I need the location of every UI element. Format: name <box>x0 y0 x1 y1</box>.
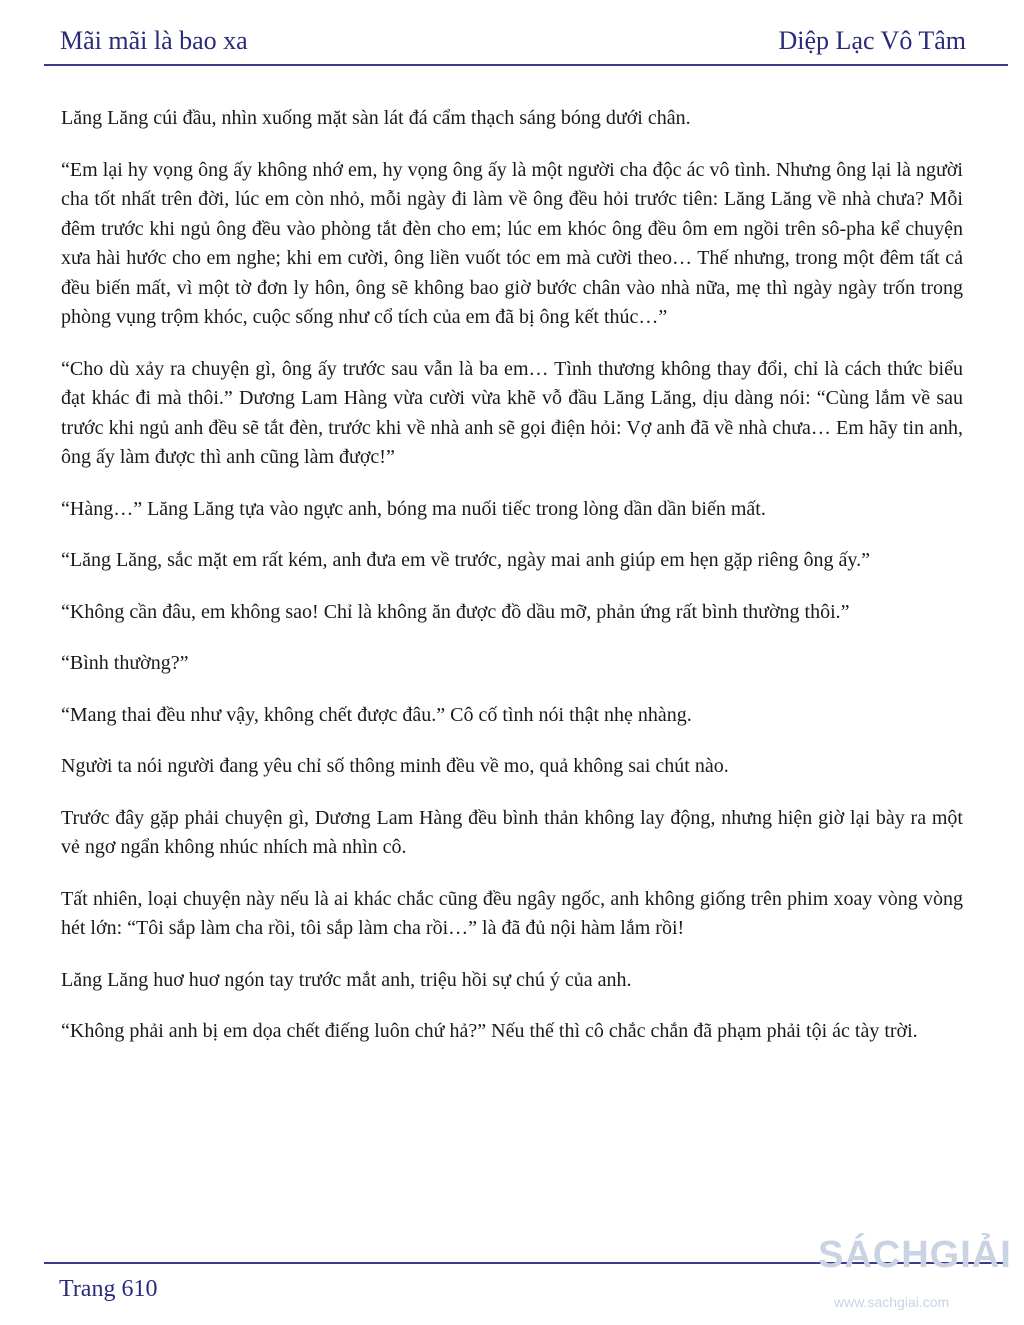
watermark <box>818 1232 1018 1322</box>
author-name: Diệp Lạc Vô Tâm <box>778 26 966 55</box>
paragraph: “Không phải anh bị em dọa chết điếng luôn chứ hả?” Nếu thế thì cô chắc chắn đã phạm phải tội ác tày trời. <box>61 1020 918 1042</box>
paragraph: Trước đây gặp phải chuyện gì, Dương Lam Hàng đều bình thản không lay động, nhưng hiện giờ lại bày ra một vẻ ngơ ngẩn không nhúc nhích mà nhìn cô. <box>61 806 963 858</box>
paragraph: “Lăng Lăng, sắc mặt em rất kém, anh đưa em về trước, ngày mai anh giúp em hẹn gặp riêng ông ấy.” <box>61 549 871 571</box>
page-number: Trang 610 <box>59 1276 158 1302</box>
paragraph: “Cho dù xảy ra chuyện gì, ông ấy trước sau vẫn là ba em… Tình thương không thay đổi, chỉ là cách thức biểu đạt khác đi mà thôi.” Dương Lam Hàng vừa cười vừa khẽ vỗ đầu Lăng Lăng, dịu dàng nói: “Cùng lắm về sau trước khi ngủ anh đều sẽ tắt đèn, trước khi về nhà anh sẽ gọi điện hỏi: Vợ anh đã về nhà chưa… Em hãy tin anh, ông ấy làm được thì anh cũng làm được!” <box>61 357 963 468</box>
paragraph: Người ta nói người đang yêu chỉ số thông minh đều về mo, quả không sai chút nào. <box>61 755 729 777</box>
header-divider <box>44 64 1008 66</box>
paragraph: “Không cần đâu, em không sao! Chỉ là không ăn được đồ dầu mỡ, phản ứng rất bình thường thôi.” <box>61 600 850 623</box>
paragraph: “Em lại hy vọng ông ấy không nhớ em, hy vọng ông ấy là một người cha độc ác vô tình. Nhưng ông lại là người cha tốt nhất trên đời, lúc em còn nhỏ, mỗi ngày đi làm về ông đều hỏi trước tiên: Lăng Lăng về nhà chưa? Mỗi đêm trước khi ngủ ông đều vào phòng tắt đèn cho em; lúc em khóc ông đều ôm em ngồi trên sô-pha kể chuyện xưa hài hước cho em nghe; khi em cười, ông liền vuốt tóc em mà cười theo… Thế nhưng, trong một đêm tất cả đều biến mất, vì một tờ đơn ly hôn, ông sẽ không bao giờ bước chân vào nhà nữa, mẹ thì ngày ngày trốn trong phòng vụng trộm khóc, cuộc sống như cổ tích của em đã bị ông kết thúc…” <box>61 158 963 328</box>
book-title: Mãi mãi là bao xa <box>60 26 248 55</box>
paragraph: Tất nhiên, loại chuyện này nếu là ai khác chắc cũng đều ngây ngốc, anh không giống trên phim xoay vòng vòng hét lớn: “Tôi sắp làm cha rồi, tôi sắp làm cha rồi…” là đã đủ nội hàm lắm rồi! <box>61 887 963 939</box>
watermark-logo: SÁCHGIẢI <box>818 1234 1012 1276</box>
paragraph: “Mang thai đều như vậy, không chết được đâu.” Cô cố tình nói thật nhẹ nhàng. <box>61 703 692 726</box>
paragraph: “Bình thường?” <box>61 652 189 674</box>
paragraph: Lăng Lăng cúi đầu, nhìn xuống mặt sàn lát đá cẩm thạch sáng bóng dưới chân. <box>61 107 691 129</box>
watermark-url: www.sachgiai.com <box>834 1294 950 1310</box>
paragraph: “Hàng…” Lăng Lăng tựa vào ngực anh, bóng ma nuối tiếc trong lòng dần dần biến mất. <box>61 497 766 520</box>
page-body <box>61 104 963 1069</box>
paragraph: Lăng Lăng huơ huơ ngón tay trước mắt anh, triệu hồi sự chú ý của anh. <box>61 968 632 991</box>
